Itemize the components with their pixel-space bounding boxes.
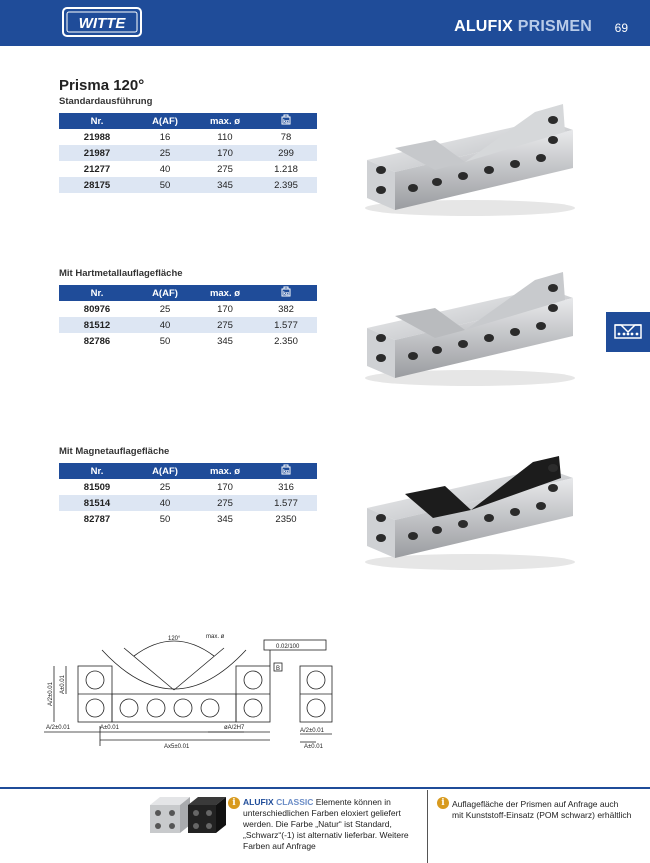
cell-nr: 28175 [59, 177, 135, 193]
cell-maxd: 275 [195, 495, 255, 511]
col-af: A(AF) [135, 285, 195, 301]
weight-icon [281, 114, 291, 125]
table-row [59, 511, 317, 527]
cell-maxd: 110 [217, 131, 233, 143]
cell-maxd: 275 [195, 317, 255, 333]
dim-side: A/2±0.01 [300, 728, 324, 734]
info-icon: i [228, 797, 240, 809]
col-af: A(AF) [135, 113, 195, 129]
witte-logo [62, 7, 142, 37]
tolerance-label: 0.02/100 [276, 644, 300, 650]
cell-maxd: 275 [217, 163, 233, 175]
col-weight [255, 463, 317, 479]
svg-text:kg: kg [283, 119, 289, 125]
cell-af: 25 [135, 145, 195, 161]
footer-right-line2: mit Kunststoff-Einsatz (POM schwarz) erhältlich [452, 810, 632, 820]
dim-a-half: A/2±0.01 [46, 725, 70, 731]
svg-text:kg: kg [283, 291, 289, 297]
cell-nr: 81512 [59, 317, 135, 333]
col-af: A(AF) [135, 463, 195, 479]
footer-left-line2: unterschiedlichen Farben eloxiert geliefert [243, 808, 401, 818]
cell-nr: 81509 [83, 481, 111, 493]
cell-maxd: 170 [217, 481, 233, 493]
dim-left-v: A/2±0.01 [48, 682, 54, 706]
svg-text:kg: kg [283, 469, 289, 475]
table-row [59, 129, 317, 145]
table-row [59, 161, 317, 177]
cell-maxd: 345 [195, 177, 255, 193]
cell-weight: 1.577 [255, 495, 317, 511]
cell-af: 50 [159, 513, 171, 525]
info-icon: i [437, 797, 449, 809]
cell-weight: 316 [278, 481, 294, 493]
angle-label: 120° [168, 636, 181, 642]
col-maxd: max. ø [195, 113, 255, 129]
prism-magnet-image [355, 448, 585, 573]
cell-af: 25 [159, 303, 171, 315]
cell-weight: 1.218 [274, 163, 298, 175]
cell-weight: 1.577 [255, 317, 317, 333]
cell-maxd: 345 [217, 513, 233, 525]
table-row [59, 145, 317, 161]
section-hartmetall [59, 266, 319, 349]
footer-brand: ALUFIX [243, 797, 274, 807]
dim-bore: øA/2H7 [224, 725, 245, 731]
section-magnet [59, 444, 319, 527]
footer-left-line5: Farben auf Anfrage [243, 841, 316, 851]
cell-af: 50 [159, 335, 171, 347]
cell-weight: 78 [280, 131, 292, 143]
cell-nr: 21988 [83, 131, 111, 143]
col-maxd: max. ø [195, 285, 255, 301]
table-header [59, 463, 317, 479]
page-header [0, 0, 650, 46]
dim-side-a: A±0.01 [304, 744, 323, 750]
page-number: 69 [614, 21, 628, 35]
weight-icon [281, 286, 291, 297]
cell-af: 16 [159, 131, 171, 143]
table-header [59, 113, 317, 129]
footer-left-note [243, 797, 423, 852]
spec-table [59, 285, 317, 349]
table-header [59, 285, 317, 301]
cell-nr: 82786 [83, 335, 111, 347]
cell-af: 40 [159, 163, 171, 175]
section-subtitle: Mit Hartmetallauflagefläche [59, 268, 183, 279]
table-row [59, 301, 317, 317]
section-standard [59, 77, 319, 193]
cell-weight: 2.350 [274, 335, 298, 347]
cell-nr: 21277 [83, 163, 111, 175]
cell-nr: 21987 [59, 145, 135, 161]
title-light: PRISMEN [513, 18, 592, 35]
technical-drawing-side [292, 654, 352, 754]
dim-a-bottom: A±0.01 [100, 725, 119, 731]
max-d-label: max. ø [206, 634, 225, 640]
col-nr: Nr. [59, 285, 135, 301]
prism-icon [606, 312, 650, 352]
cell-nr: 81514 [59, 495, 135, 511]
footer-brand-light: CLASSIC [273, 797, 314, 807]
section-title: Prisma 120° [59, 77, 145, 94]
cell-weight: 2.395 [255, 177, 317, 193]
alufix-elements-image [148, 795, 228, 835]
spec-table [59, 463, 317, 527]
footer-right-line1: Auflagefläche der Prismen auf Anfrage auch [452, 799, 619, 809]
col-maxd: max. ø [195, 463, 255, 479]
col-nr: Nr. [59, 463, 135, 479]
col-weight [255, 285, 317, 301]
section-subtitle: Standardausführung [59, 96, 153, 107]
table-row [59, 479, 317, 495]
cell-maxd: 170 [195, 145, 255, 161]
col-nr: Nr. [59, 113, 135, 129]
spec-table [59, 113, 317, 193]
logo-text: WITTE [78, 15, 126, 32]
table-row [59, 333, 317, 349]
cell-weight: 299 [255, 145, 317, 161]
footer-column-divider [427, 790, 428, 863]
cell-af: 40 [135, 317, 195, 333]
dim-left-a: A±0.01 [60, 675, 66, 694]
footer-left-line1: Elemente können in [313, 797, 391, 807]
table-row [59, 317, 317, 333]
cell-af: 25 [159, 481, 171, 493]
cell-af: 50 [135, 177, 195, 193]
table-row [59, 495, 317, 511]
dim-ax5: Ax5±0.01 [164, 744, 190, 750]
col-weight [255, 113, 317, 129]
cell-weight: 382 [278, 303, 294, 315]
prism-standard-image [355, 100, 585, 220]
prism-hartmetall-image [355, 268, 585, 388]
section-subtitle: Mit Magnetauflagefläche [59, 446, 170, 457]
page-title [454, 18, 592, 36]
footer-right-note [452, 799, 647, 821]
cell-maxd: 345 [217, 335, 233, 347]
weight-icon [281, 464, 291, 475]
datum-label: B [276, 666, 281, 672]
footer-divider [0, 787, 650, 789]
footer-left-line4: „Schwarz“(-1) ist alternativ lieferbar. Weitere [243, 830, 409, 840]
title-strong: ALUFIX [454, 18, 514, 35]
footer-left-line3: werden. Die Farbe „Natur“ ist Standard, [243, 819, 392, 829]
cell-nr: 80976 [83, 303, 111, 315]
table-row [59, 177, 317, 193]
cell-nr: 82787 [83, 513, 111, 525]
cell-maxd: 170 [217, 303, 233, 315]
category-tab[interactable] [606, 312, 650, 352]
cell-af: 40 [135, 495, 195, 511]
cell-weight: 2350 [275, 513, 297, 525]
